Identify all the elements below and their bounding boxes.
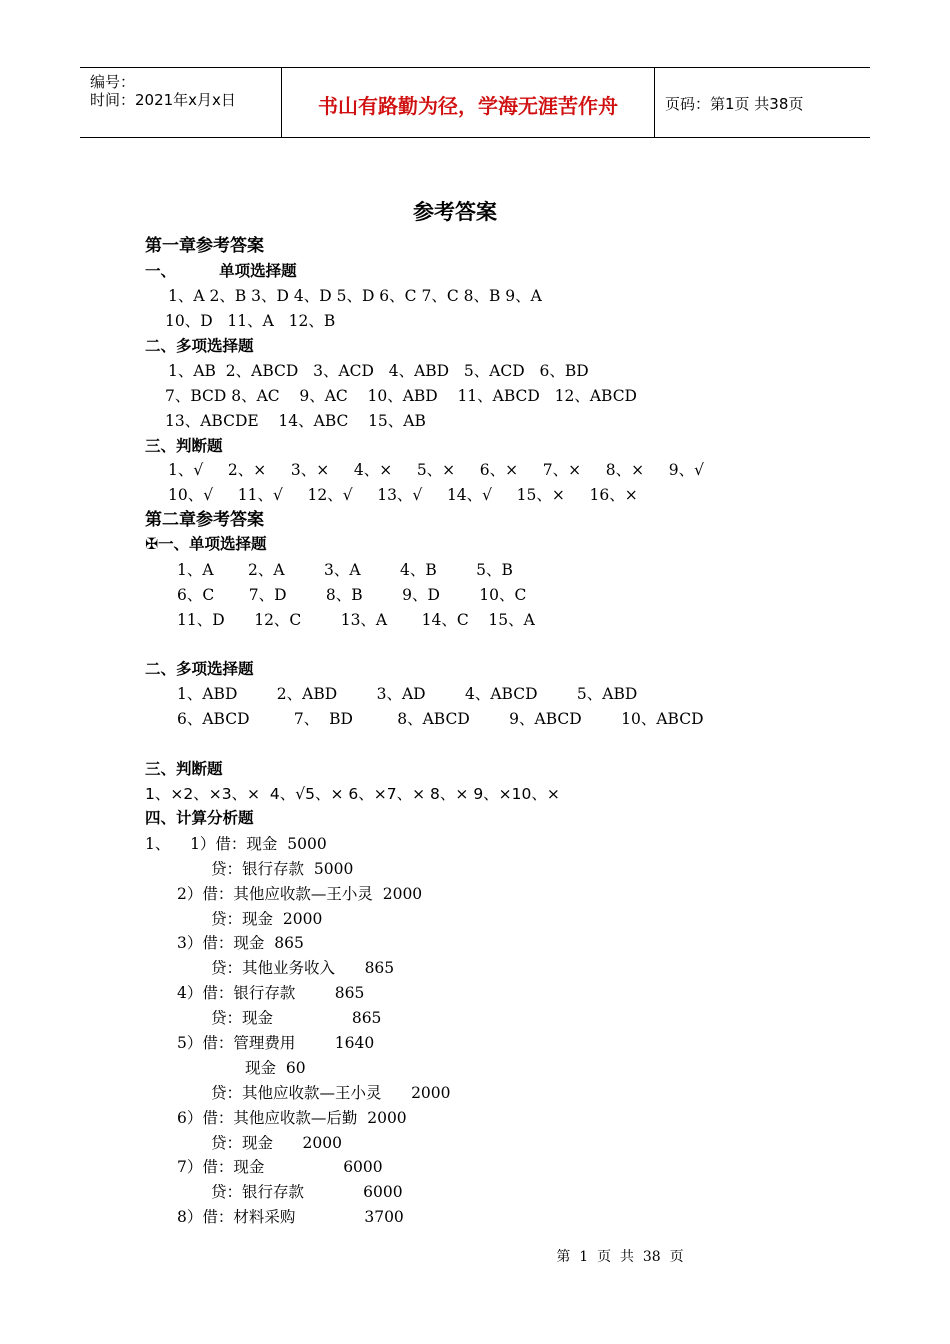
header-table	[80, 67, 870, 138]
journal-entry-line: 贷：现金 2000	[211, 1134, 343, 1152]
section-heading: 三、判断题	[145, 437, 223, 455]
journal-entry-line: 贷：现金 2000	[211, 910, 323, 928]
journal-entry-line: 5）借：管理费用 1640	[177, 1034, 375, 1052]
chapter-2-heading: 第二章参考答案	[145, 510, 264, 530]
journal-entry-line: 4）借：银行存款 865	[177, 984, 365, 1002]
section-heading: 二、多项选择题	[145, 337, 254, 355]
page-footer: 第 1 页 共 38 页	[556, 1249, 684, 1265]
section-heading: 一、 单项选择题	[145, 262, 297, 280]
answer-line: 1、AB 2、ABCD 3、ACD 4、ABD 5、ACD 6、BD	[168, 362, 589, 380]
journal-entry-line: 3）借：现金 865	[177, 934, 304, 952]
journal-entry-line: 贷：其他应收款—王小灵 2000	[211, 1084, 451, 1102]
answer-line: 10、√ 11、√ 12、√ 13、√ 14、√ 15、× 16、×	[168, 486, 638, 504]
journal-entry-line: 6）借：其他应收款—后勤 2000	[177, 1109, 407, 1127]
answer-line: 7、BCD 8、AC 9、AC 10、ABD 11、ABCD 12、ABCD	[165, 387, 637, 405]
motto: 书山有路勤为径，学海无涯苦作舟	[318, 94, 618, 118]
date-label: 时间：2021年x月x日	[90, 91, 236, 109]
journal-entry-line: 现金 60	[245, 1059, 306, 1077]
chapter-1-heading: 第一章参考答案	[145, 236, 264, 256]
document-number-label: 编号：	[90, 73, 136, 91]
answer-line: 1、A 2、B 3、D 4、D 5、D 6、C 7、C 8、B 9、A	[168, 287, 542, 305]
journal-entry-line: 8）借：材料采购 3700	[177, 1208, 404, 1226]
journal-entry-line: 贷：其他业务收入 865	[211, 959, 395, 977]
page-info: 页码：第1页 共38页	[665, 95, 804, 113]
section-heading: 四、计算分析题	[145, 809, 254, 827]
section-heading: 三、判断题	[145, 760, 223, 778]
answer-line: 1、A 2、A 3、A 4、B 5、B	[177, 561, 513, 579]
page-title: 参考答案	[413, 200, 497, 224]
journal-entry-line: 1、 1）借：现金 5000	[145, 835, 327, 853]
answer-line: 1、√ 2、× 3、× 4、× 5、× 6、× 7、× 8、× 9、√	[168, 461, 704, 479]
answer-line: 10、D 11、A 12、B	[165, 312, 336, 330]
journal-entry-line: 2）借：其他应收款—王小灵 2000	[177, 885, 423, 903]
section-heading: ✠一、单项选择题	[145, 535, 267, 553]
answer-line: 11、D 12、C 13、A 14、C 15、A	[177, 611, 535, 629]
header-right-cell	[655, 68, 870, 137]
journal-entry-line: 贷：银行存款 6000	[211, 1183, 403, 1201]
journal-entry-line: 贷：银行存款 5000	[211, 860, 354, 878]
header-left-cell	[80, 68, 281, 137]
answer-line: 1、ABD 2、ABD 3、AD 4、ABCD 5、ABD	[177, 685, 638, 703]
header-center-cell	[281, 68, 655, 137]
answer-line: 13、ABCDE 14、ABC 15、AB	[165, 412, 426, 430]
section-heading: 二、多项选择题	[145, 660, 254, 678]
journal-entry-line: 贷：现金 865	[211, 1009, 382, 1027]
answer-line: 6、ABCD 7、 BD 8、ABCD 9、ABCD 10、ABCD	[177, 710, 704, 728]
answer-line: 1、×2、×3、× 4、√5、× 6、×7、× 8、× 9、×10、×	[145, 785, 560, 803]
answer-line: 6、C 7、D 8、B 9、D 10、C	[177, 586, 527, 604]
journal-entry-line: 7）借：现金 6000	[177, 1158, 383, 1176]
